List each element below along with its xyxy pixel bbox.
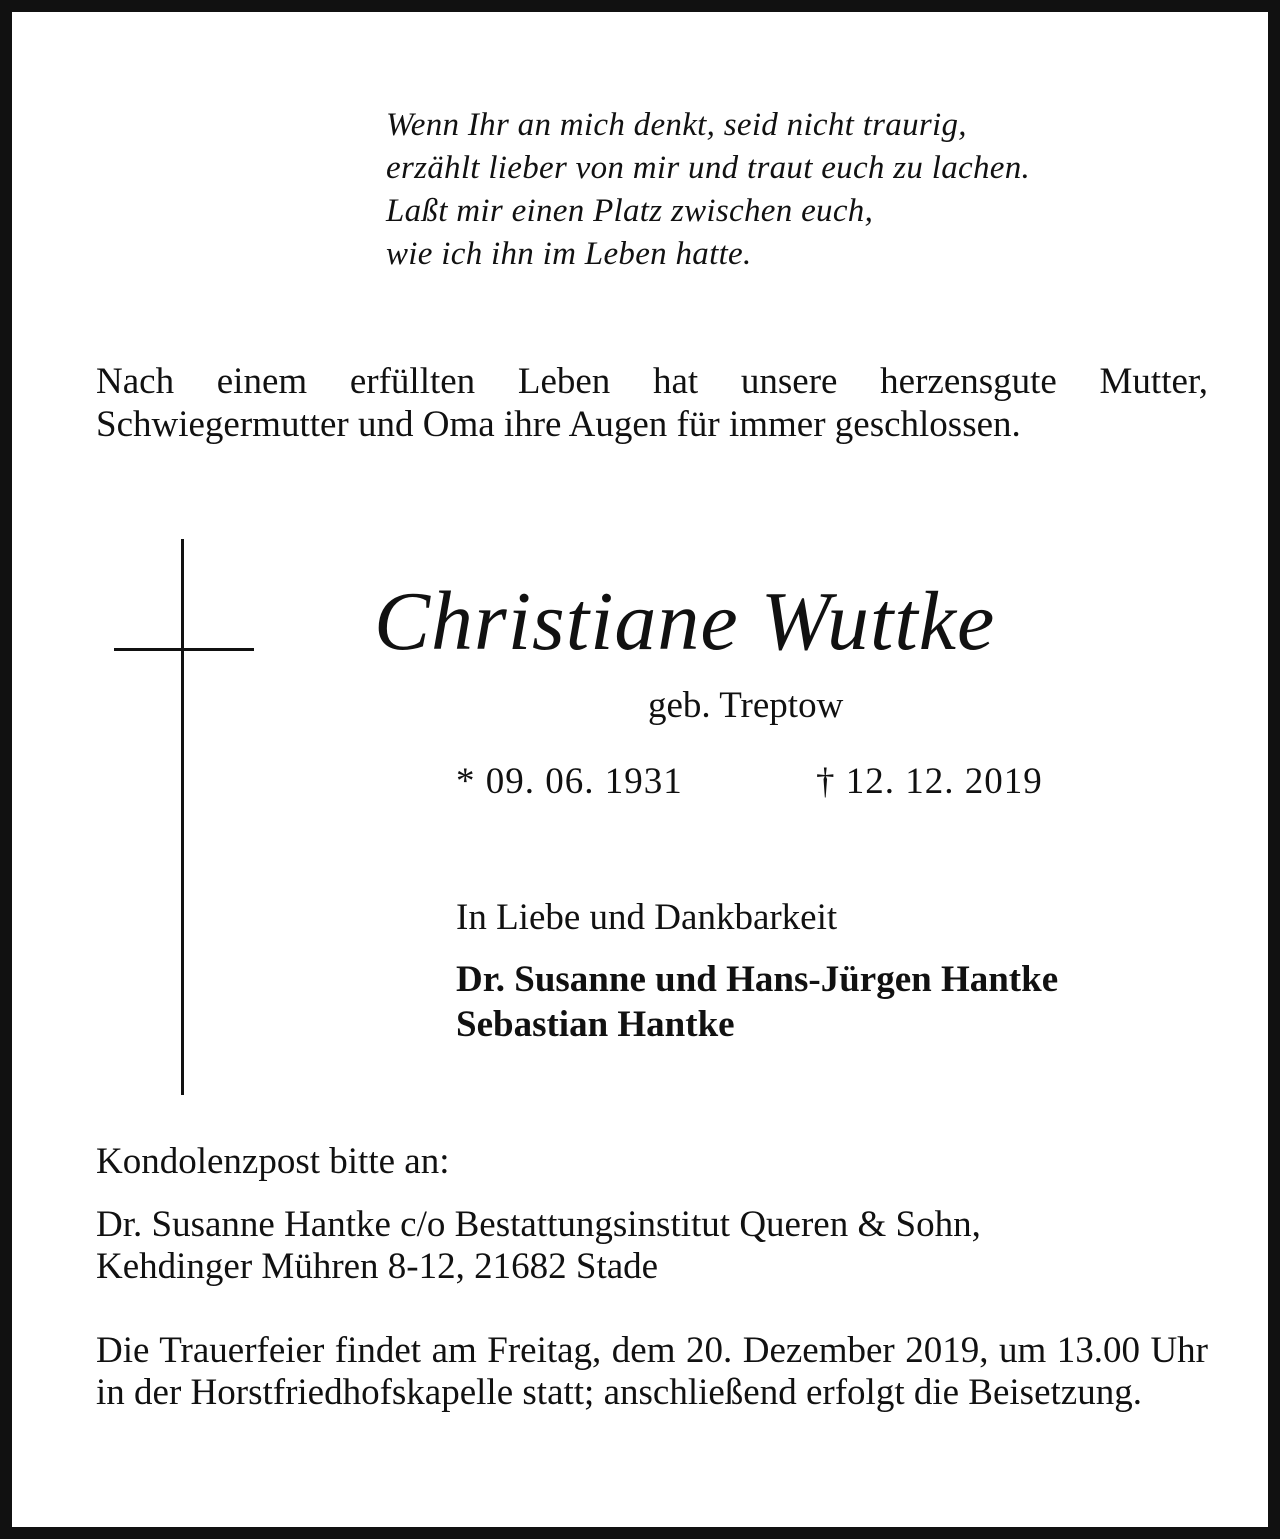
address-line: Dr. Susanne Hantke c/o Bestattungsinstitut Queren & Sohn, — [96, 1204, 981, 1245]
condolence-address — [96, 1204, 1208, 1288]
intro-paragraph: Nach einem erfüllten Leben hat unsere herzensgute Mutter, Schwiegermutter und Oma ihre Augen für immer geschlossen. — [96, 361, 1208, 445]
maiden-name: geb. Treptow — [648, 685, 844, 726]
address-line: Kehdinger Mühren 8-12, 21682 Stade — [96, 1246, 659, 1287]
mourners-list — [456, 957, 1058, 1047]
mourner-name: Dr. Susanne und Hans-Jürgen Hantke — [456, 959, 1059, 1000]
memorial-poem — [386, 104, 1246, 276]
deceased-name: Christiane Wuttke — [374, 575, 996, 668]
poem-line: wie ich ihn im Leben hatte. — [386, 236, 752, 272]
cross-horizontal-bar — [114, 648, 254, 651]
mourner-name: Sebastian Hantke — [456, 1004, 735, 1045]
poem-line: erzählt lieber von mir und traut euch zu lachen. — [386, 150, 1031, 186]
poem-line: Wenn Ihr an mich denkt, seid nicht traurig, — [386, 107, 967, 143]
condolence-label: Kondolenzpost bitte an: — [96, 1141, 450, 1182]
mourners-intro: In Liebe und Dankbarkeit — [456, 897, 838, 938]
death-date: † 12. 12. 2019 — [816, 761, 1043, 802]
cross-vertical-bar — [181, 539, 184, 1095]
poem-line: Laßt mir einen Platz zwischen euch, — [386, 193, 874, 229]
ceremony-paragraph: Die Trauerfeier findet am Freitag, dem 20. Dezember 2019, um 13.00 Uhr in der Horstfriedhofskapelle statt; anschließend erfolgt die Beisetzung. — [96, 1330, 1208, 1413]
birth-date: * 09. 06. 1931 — [456, 761, 683, 802]
